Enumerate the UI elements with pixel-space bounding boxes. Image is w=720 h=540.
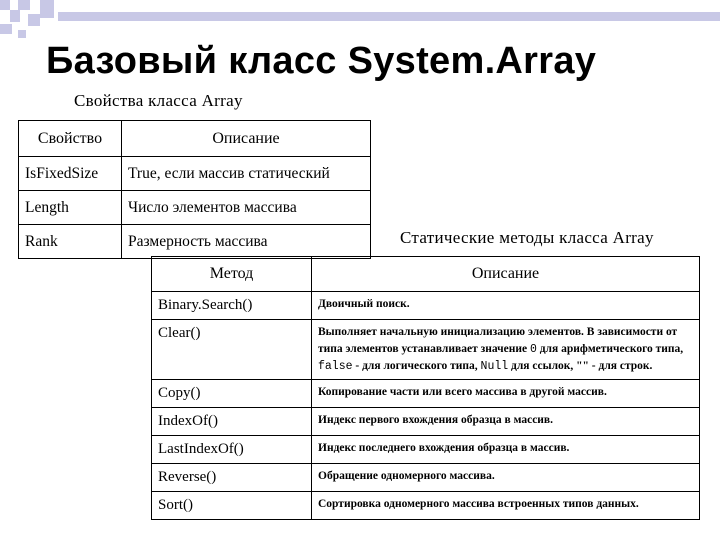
property-name: Length bbox=[19, 191, 122, 225]
methods-caption: Статические методы класса Array bbox=[400, 228, 654, 247]
description-text: Выполняет начальную инициализацию элементов. В зависимости от типа элементов устанавливает значение bbox=[318, 326, 678, 355]
table-row bbox=[152, 292, 700, 320]
method-name: Binary.Search() bbox=[152, 292, 312, 320]
properties-caption: Свойства класса Array bbox=[74, 91, 243, 110]
method-name: IndexOf() bbox=[152, 407, 312, 435]
properties-table bbox=[18, 120, 371, 259]
method-name: Sort() bbox=[152, 491, 312, 519]
code-zero: 0 bbox=[529, 342, 537, 356]
top-rule bbox=[58, 12, 720, 21]
corner-decoration bbox=[10, 10, 20, 22]
method-description: Сортировка одномерного массива встроенных типов данных. bbox=[312, 491, 700, 519]
property-name: IsFixedSize bbox=[19, 157, 122, 191]
code-null: Null bbox=[480, 360, 509, 373]
table-row bbox=[152, 491, 700, 519]
column-header-description: Описание bbox=[122, 121, 371, 157]
table-row bbox=[19, 225, 371, 259]
description-text: для ссылок, "" - для строк. bbox=[508, 360, 653, 372]
table-row bbox=[152, 379, 700, 407]
property-description: True, если массив статический bbox=[122, 157, 371, 191]
table-row bbox=[152, 320, 700, 380]
method-name: Copy() bbox=[152, 379, 312, 407]
table-row bbox=[19, 191, 371, 225]
code-false: false bbox=[318, 360, 353, 373]
page-title: Базовый класс System.Array bbox=[46, 40, 597, 82]
corner-decoration bbox=[40, 0, 54, 18]
corner-decoration bbox=[28, 14, 40, 26]
property-name: Rank bbox=[19, 225, 122, 259]
corner-decoration bbox=[18, 30, 26, 38]
method-description: Индекс последнего вхождения образца в массив. bbox=[312, 435, 700, 463]
column-header-method: Метод bbox=[152, 257, 312, 292]
corner-decoration bbox=[18, 0, 30, 10]
method-description: Двоичный поиск. bbox=[312, 292, 700, 320]
table-row bbox=[152, 407, 700, 435]
method-description: Индекс первого вхождения образца в массив. bbox=[312, 407, 700, 435]
property-description: Число элементов массива bbox=[122, 191, 371, 225]
method-name: LastIndexOf() bbox=[152, 435, 312, 463]
property-description: Размерность массива bbox=[122, 225, 371, 259]
corner-decoration bbox=[0, 24, 12, 34]
methods-table bbox=[151, 256, 700, 520]
table-header-row bbox=[152, 257, 700, 292]
method-description bbox=[312, 320, 700, 380]
method-description: Обращение одномерного массива. bbox=[312, 463, 700, 491]
description-text: - для логического типа, bbox=[352, 360, 481, 372]
method-name: Clear() bbox=[152, 320, 312, 380]
column-header-description: Описание bbox=[312, 257, 700, 292]
table-row bbox=[19, 157, 371, 191]
corner-decoration bbox=[0, 0, 10, 10]
table-header-row bbox=[19, 121, 371, 157]
description-text: для арифметического типа, bbox=[536, 342, 684, 355]
method-description: Копирование части или всего массива в другой массив. bbox=[312, 379, 700, 407]
table-row bbox=[152, 435, 700, 463]
table-row bbox=[152, 463, 700, 491]
method-name: Reverse() bbox=[152, 463, 312, 491]
column-header-property: Свойство bbox=[19, 121, 122, 157]
